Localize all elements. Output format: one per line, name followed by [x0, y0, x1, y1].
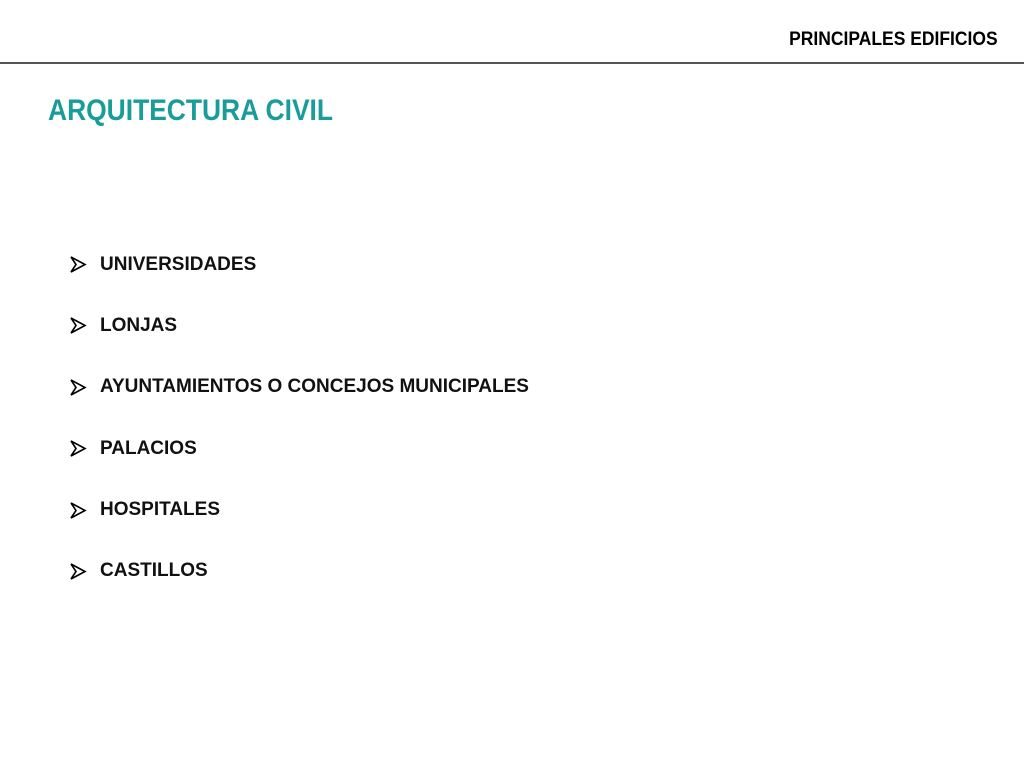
arrow-bullet-icon — [70, 439, 100, 459]
list-item-label: HOSPITALES — [100, 499, 220, 521]
arrow-bullet-icon — [70, 377, 100, 397]
list-item — [70, 373, 529, 402]
list-item-label: PALACIOS — [100, 437, 197, 459]
arrow-bullet-icon — [70, 255, 100, 275]
bullet-list — [70, 250, 529, 618]
arrow-bullet-icon — [70, 500, 100, 520]
list-item — [70, 496, 529, 525]
list-item-label: UNIVERSIDADES — [100, 253, 257, 275]
list-item — [70, 311, 529, 340]
header-title: PRINCIPALES EDIFICIOS — [789, 29, 998, 50]
list-item-label: LONJAS — [100, 314, 178, 336]
slide-title: ARQUITECTURA CIVIL — [48, 94, 334, 127]
header-divider — [0, 62, 1024, 64]
arrow-bullet-icon — [70, 561, 100, 581]
list-item — [70, 250, 529, 279]
list-item — [70, 557, 529, 586]
list-item-label: CASTILLOS — [100, 560, 208, 582]
arrow-bullet-icon — [70, 316, 100, 336]
list-item-label: AYUNTAMIENTOS O CONCEJOS MUNICIPALES — [100, 376, 529, 398]
list-item — [70, 434, 529, 463]
